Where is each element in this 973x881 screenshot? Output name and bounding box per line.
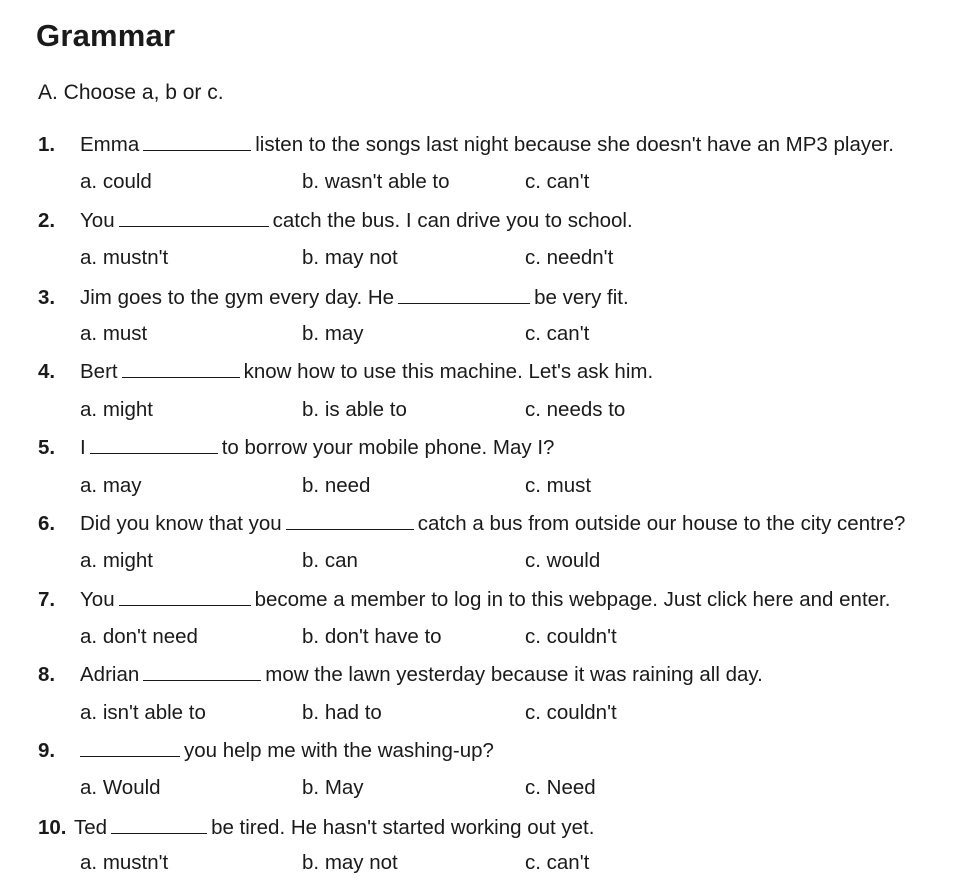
option-c[interactable]: [525, 776, 596, 800]
option-c[interactable]: [525, 701, 617, 725]
option-a[interactable]: [80, 851, 168, 875]
option-a[interactable]: [80, 170, 152, 194]
option-letter: c.: [525, 776, 541, 799]
option-text: couldn't: [546, 701, 617, 724]
option-letter: b.: [302, 776, 320, 799]
answer-blank[interactable]: [143, 132, 251, 151]
options-row-3: [0, 322, 900, 352]
option-text: isn't able to: [102, 701, 206, 724]
option-letter: a.: [80, 322, 98, 345]
option-letter: b.: [302, 246, 320, 269]
question-7: [38, 587, 890, 617]
option-a[interactable]: [80, 701, 206, 725]
question-text-after: listen to the songs last night because she doesn't have an MP3 player.: [255, 133, 894, 156]
option-letter: c.: [525, 474, 541, 497]
option-letter: c.: [525, 398, 541, 421]
option-text: can't: [546, 851, 590, 874]
question-text-before: You: [80, 588, 115, 611]
option-text: had to: [324, 701, 382, 724]
question-6: [38, 511, 905, 541]
question-text-after: catch the bus. I can drive you to school.: [272, 209, 633, 232]
options-row-4: [0, 398, 900, 428]
option-letter: a.: [80, 851, 98, 874]
section-instruction: A. Choose a, b or c.: [38, 81, 224, 104]
option-text: needn't: [546, 246, 614, 269]
option-letter: a.: [80, 246, 98, 269]
option-letter: a.: [80, 398, 98, 421]
option-text: may not: [324, 246, 398, 269]
question-text-before: Ted: [74, 816, 108, 839]
option-text: may: [324, 322, 364, 345]
question-text-after: to borrow your mobile phone. May I?: [221, 436, 555, 459]
option-letter: a.: [80, 549, 98, 572]
option-b[interactable]: [302, 322, 364, 346]
option-letter: b.: [302, 170, 320, 193]
option-text: need: [324, 474, 371, 497]
option-letter: b.: [302, 701, 320, 724]
answer-blank[interactable]: [143, 662, 261, 681]
options-row-2: [0, 246, 900, 276]
options-row-5: [0, 474, 900, 504]
question-number: 7.: [38, 588, 56, 611]
options-row-7: [0, 625, 900, 655]
question-number: 6.: [38, 512, 56, 535]
question-number: 2.: [38, 209, 56, 232]
option-text: might: [102, 398, 153, 421]
option-letter: b.: [302, 398, 320, 421]
option-letter: a.: [80, 776, 98, 799]
question-text-before: Emma: [80, 133, 140, 156]
option-a[interactable]: [80, 322, 147, 346]
question-2: [38, 208, 633, 238]
question-number: 8.: [38, 663, 56, 686]
option-letter: b.: [302, 851, 320, 874]
question-text-before: Adrian: [80, 663, 140, 686]
option-letter: b.: [302, 474, 320, 497]
answer-blank[interactable]: [119, 587, 251, 606]
option-c[interactable]: [525, 851, 589, 875]
question-number: 5.: [38, 436, 56, 459]
option-text: must: [546, 474, 592, 497]
option-b[interactable]: [302, 549, 358, 573]
option-a[interactable]: [80, 549, 153, 573]
question-number: 1.: [38, 133, 56, 156]
option-text: can: [324, 549, 358, 572]
option-text: don't have to: [324, 625, 442, 648]
option-b[interactable]: [302, 170, 450, 194]
question-number: 10.: [38, 816, 67, 839]
option-text: would: [546, 549, 601, 572]
question-1: [38, 132, 894, 162]
option-letter: a.: [80, 701, 98, 724]
answer-blank[interactable]: [398, 285, 530, 304]
option-letter: a.: [80, 625, 98, 648]
question-text-after: you help me with the washing-up?: [184, 739, 494, 762]
option-text: must: [102, 322, 148, 345]
answer-blank[interactable]: [90, 435, 218, 454]
option-text: needs to: [546, 398, 626, 421]
question-3: [38, 285, 629, 315]
option-text: don't need: [102, 625, 198, 648]
option-text: mustn't: [102, 246, 169, 269]
question-text-before: Bert: [80, 360, 118, 383]
option-text: mustn't: [102, 851, 169, 874]
options-row-6: [0, 549, 900, 579]
option-a[interactable]: [80, 625, 198, 649]
question-text-before: Jim goes to the gym every day. He: [80, 286, 395, 309]
option-letter: c.: [525, 851, 541, 874]
question-number: 4.: [38, 360, 56, 383]
question-text-after: mow the lawn yesterday because it was raining all day.: [265, 663, 763, 686]
option-letter: c.: [525, 246, 541, 269]
option-c[interactable]: [525, 246, 613, 270]
question-5: [38, 435, 554, 465]
answer-blank[interactable]: [80, 738, 180, 757]
option-text: Would: [102, 776, 161, 799]
option-letter: c.: [525, 170, 541, 193]
options-row-9: [0, 776, 900, 806]
option-b[interactable]: [302, 776, 364, 800]
question-text-before: I: [80, 436, 86, 459]
option-letter: c.: [525, 701, 541, 724]
option-a[interactable]: [80, 246, 168, 270]
option-c[interactable]: [525, 625, 617, 649]
option-letter: b.: [302, 625, 320, 648]
answer-blank[interactable]: [286, 511, 414, 530]
option-text: is able to: [324, 398, 407, 421]
option-b[interactable]: [302, 398, 407, 422]
option-text: may: [102, 474, 142, 497]
option-c[interactable]: [525, 549, 600, 573]
option-text: can't: [546, 170, 590, 193]
options-row-10: [0, 851, 900, 881]
question-text-before: You: [80, 209, 115, 232]
question-text-after: be tired. He hasn't started working out yet.: [211, 816, 595, 839]
option-text: could: [102, 170, 152, 193]
options-row-8: [0, 701, 900, 731]
option-a[interactable]: [80, 474, 142, 498]
question-10: [38, 815, 594, 845]
option-letter: a.: [80, 474, 98, 497]
page-title: Grammar: [36, 18, 176, 53]
option-c[interactable]: [525, 474, 591, 498]
option-b[interactable]: [302, 474, 370, 498]
option-b[interactable]: [302, 701, 382, 725]
question-9: [38, 738, 494, 768]
option-c[interactable]: [525, 398, 625, 422]
option-letter: c.: [525, 625, 541, 648]
question-text-after: be very fit.: [534, 286, 629, 309]
question-text-after: become a member to log in to this webpage. Just click here and enter.: [254, 588, 891, 611]
option-b[interactable]: [302, 246, 398, 270]
option-letter: b.: [302, 549, 320, 572]
option-letter: b.: [302, 322, 320, 345]
question-text-after: catch a bus from outside our house to the city centre?: [417, 512, 906, 535]
option-text: might: [102, 549, 153, 572]
option-a[interactable]: [80, 398, 153, 422]
option-c[interactable]: [525, 170, 589, 194]
option-a[interactable]: [80, 776, 161, 800]
answer-blank[interactable]: [119, 208, 269, 227]
question-8: [38, 662, 763, 692]
option-b[interactable]: [302, 625, 442, 649]
option-b[interactable]: [302, 851, 398, 875]
answer-blank[interactable]: [111, 815, 207, 834]
option-text: Need: [546, 776, 596, 799]
question-number: 9.: [38, 739, 56, 762]
option-text: couldn't: [546, 625, 617, 648]
option-c[interactable]: [525, 322, 589, 346]
option-letter: c.: [525, 322, 541, 345]
question-4: [38, 359, 653, 389]
answer-blank[interactable]: [122, 359, 240, 378]
question-text-before: Did you know that you: [80, 512, 282, 535]
option-letter: c.: [525, 549, 541, 572]
option-text: wasn't able to: [324, 170, 450, 193]
option-text: may not: [324, 851, 398, 874]
option-letter: a.: [80, 170, 98, 193]
question-text-after: know how to use this machine. Let's ask him.: [243, 360, 654, 383]
options-row-1: [0, 170, 900, 200]
question-number: 3.: [38, 286, 56, 309]
option-text: May: [324, 776, 364, 799]
option-text: can't: [546, 322, 590, 345]
